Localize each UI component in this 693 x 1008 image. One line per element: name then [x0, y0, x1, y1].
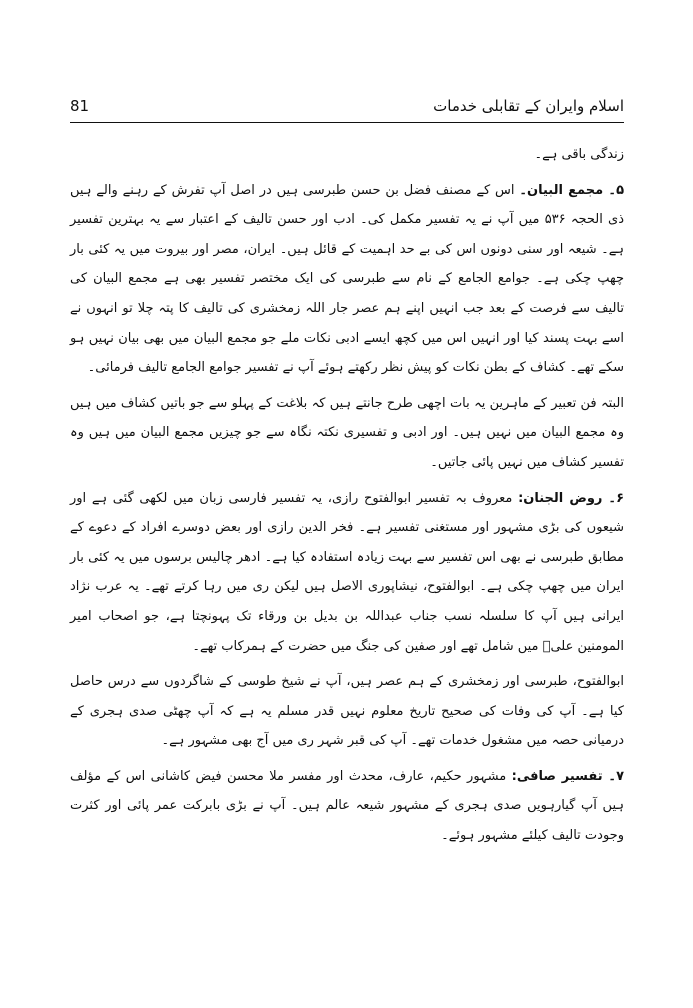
section-heading: ۶۔ روض الجنان:: [518, 490, 624, 506]
paragraph-text: زندگی باقی ہے۔: [534, 147, 624, 162]
section-heading: ۷۔ تفسیر صافی:: [511, 768, 624, 784]
paragraph-abul-futuh: [70, 667, 624, 756]
paragraph-text: مشہور حکیم، عارف، محدث اور مفسر ملا محسن فیض کاشانی اس کے مؤلف ہیں آپ گیارہویں صدی ہجری کے مشہور شیعہ عالم ہیں۔ آپ نے بڑی بابرکت عمر پائی اور کثرت وجودت تالیف کیلئے مشہور ہوئے۔: [70, 768, 624, 844]
page-header: [70, 92, 624, 120]
running-title: اسلام وایران کے تقابلی خدمات: [433, 97, 624, 115]
section-tafsir-safi: [70, 762, 624, 851]
section-majma-al-bayan: [70, 176, 624, 383]
paragraph-text: معروف بہ تفسیر ابوالفتوح رازی، یہ تفسیر فارسی زبان میں لکھی گئی ہے اور شیعوں کی بڑی مشہور اور مستغنی تفسیر ہے۔ فخر الدین رازی اور بعض دوسرے افراد کے دعوے کے مطابق طبرسی نے بھی اس تفسیر سے بہت زیادہ استفادہ کیا ہے۔ ادھر چالیس برسوں میں یہ کئی بار ایران میں چھپ چکی ہے۔ ابوالفتوح، نیشاپوری الاصل ہیں لیکن ری میں رہا کرتے تھے۔ یہ عرب نژاد ایرانی ہیں آپ کا سلسلہ نسب جناب عبداللہ بن بدیل بن ورقاء تک پہونچتا ہے، جو اصحاب امیر المومنین علیؑ میں شامل تھے اور صفین کی جنگ میں حضرت کے ہمرکاب تھے۔: [70, 490, 624, 654]
paragraph-text: ابوالفتوح، طبرسی اور زمخشری کے ہم عصر ہیں، آپ نے شیخ طوسی کے شاگردوں سے درس حاصل کیا ہے۔ آپ کی وفات کی صحیح تاریخ معلوم نہیں قدر مسلم یہ ہے کہ آپ چھٹی صدی ہجری کے درمیانی حصہ میں مشغول خدمات تھے۔ آپ کی قبر شہر ری میں آج بھی مشہور ہے۔: [70, 674, 624, 749]
paragraph-continuation: [70, 140, 624, 170]
paragraph-kashshaf-comparison: [70, 389, 624, 478]
header-divider: [70, 122, 624, 123]
section-rawd-al-jinan: [70, 484, 624, 662]
paragraph-text: البتہ فن تعبیر کے ماہرین یہ بات اچھی طرح جانتے ہیں کہ بلاغت کے پہلو سے جو باتیں کشاف میں ہیں وہ مجمع البیان میں نہیں ہیں۔ اور ادبی و تفسیری نکتہ نگاہ سے جو چیزیں مجمع البیان میں ہیں وہ تفسیر کشاف میں نہیں پائی جاتیں۔: [70, 395, 624, 470]
paragraph-text: اس کے مصنف فضل بن حسن طبرسی ہیں در اصل آپ تفرش کے رہنے والے ہیں ذی الحجہ ۵۳۶ میں آپ نے یہ تفسیر مکمل کی۔ ادب اور حسن تالیف کے اعتبار سے یہ بہترین تفسیر ہے۔ شیعہ اور سنی دونوں اس کی بے حد اہمیت کے قائل ہیں۔ ایران، مصر اور بیروت میں یہ کئی بار چھپ چکی ہے۔ جوامع الجامع کے نام سے طبرسی کی ایک مختصر تفسیر بھی ہے مجمع البیان کی تالیف سے فرصت کے بعد جب انہیں اپنے ہم عصر جار اللہ زمخشری کی تالیف کا پتہ چلا تو انہوں نے اسے بہت پسند کیا اور انہیں اس میں کچھ ایسے ادبی نکات ملے جو مجمع البیان میں بھی بیان نہیں ہو سکے تھے۔ کشاف کے بطن نکات کو پیش نظر رکھتے ہوئے آپ نے تفسیر جوامع الجامع تالیف فرمائی۔: [70, 182, 624, 376]
page-body: [70, 140, 624, 851]
section-heading: ۵۔ مجمع البیان۔: [519, 182, 624, 198]
page-number: 81: [70, 97, 90, 115]
